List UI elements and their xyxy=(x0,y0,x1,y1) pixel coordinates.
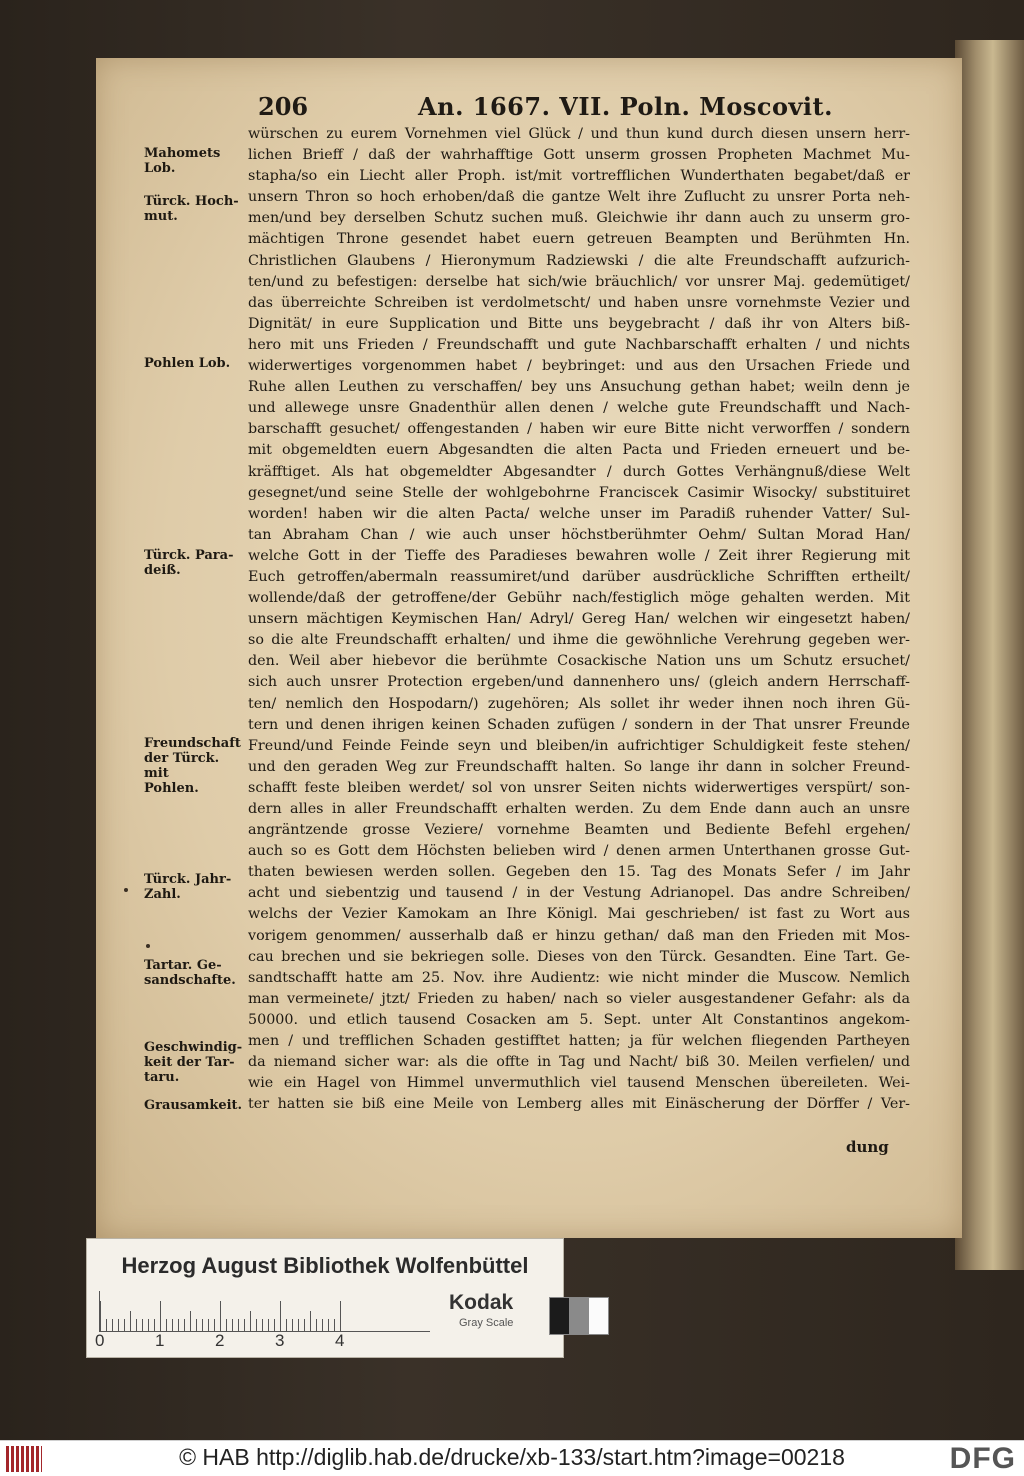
text-line: sandtschafft hatte am 25. Nov. ihre Audientz: wie nicht minder die Muscow. Nemlich xyxy=(248,969,910,986)
running-head xyxy=(258,92,908,126)
ruler-tick xyxy=(112,1319,113,1331)
text-line: welche Gott in der Tieffe des Paradieses bewahren wolle / Zeit ihrer Regierung mit xyxy=(248,547,910,564)
text-line: so die alte Freundschafft erhalten/ und ihme die gewöhnliche Verehrung gegeben wer- xyxy=(248,632,910,649)
ruler-tick xyxy=(196,1319,197,1331)
text-line: mit obgemeldten euern Abgesandten die alten Pacta und Frieden erneuert und be- xyxy=(248,442,910,459)
margin-note-line: Tartar. Ge- xyxy=(144,958,222,973)
margin-note xyxy=(144,872,244,902)
gray-scale-swatches xyxy=(549,1297,609,1335)
ruler-tick xyxy=(322,1319,323,1331)
ruler-tick xyxy=(124,1319,125,1331)
margin-note-line: Pohlen Lob. xyxy=(144,356,231,371)
margin-note xyxy=(144,1040,244,1085)
ruler-tick xyxy=(106,1319,107,1331)
ruler-number: 1 xyxy=(155,1331,165,1350)
footer-citation-link[interactable]: © HAB http://diglib.hab.de/drucke/xb-133/start.htm?image=00218 xyxy=(179,1444,845,1470)
margin-note-line: Lob. xyxy=(144,161,176,176)
ruler-tick xyxy=(166,1319,167,1331)
margin-note-line: Grausamkeit. xyxy=(144,1098,243,1113)
margin-note-line: Zahl. xyxy=(144,887,181,902)
ruler-tick xyxy=(202,1319,203,1331)
text-line: auch so es Gott dem Höchsten belieben wird / denen armen Unterthanen grosse Gut- xyxy=(248,843,910,860)
ruler-tick xyxy=(178,1319,179,1331)
ruler-tick xyxy=(154,1319,155,1331)
ink-spot xyxy=(146,944,150,948)
text-line: Dignität/ in eure Supplication und Bitte uns beygebracht / daß ihr von Alters biß- xyxy=(248,315,910,332)
text-line: sich auch unsrer Protection ergeben/und dannenhero uns/ (gleich andern Herrschaff- xyxy=(248,674,910,691)
ruler-number: 4 xyxy=(335,1331,345,1350)
ruler-tick xyxy=(226,1319,227,1331)
color-calibration-card xyxy=(86,1238,564,1358)
text-line: mächtigen Throne gesendet habet euern getreuen Beampten und Berühmten Hn. xyxy=(248,231,910,248)
margin-note-line: taru. xyxy=(144,1070,180,1085)
swatch-white xyxy=(589,1298,608,1334)
margin-note-line: Pohlen. xyxy=(144,781,199,796)
ruler-tick xyxy=(310,1311,311,1331)
footer-bar xyxy=(0,1440,1024,1476)
text-line: ten/und zu befestigen: derselbe hat sich/wie bräuchlich/ vor unsrer Maj. gedemütiget/ xyxy=(248,273,910,290)
ruler-tick xyxy=(256,1319,257,1331)
margin-note-line: deiß. xyxy=(144,563,181,578)
text-line: cau brechen und sie bekriegen solle. Dieses von den Türck. Gesandten. Eine Tart. Ge- xyxy=(248,948,910,965)
text-line: Ruhe allen Leuthen zu verschaffen/ bey uns Ansuchung gethan habet; weiln denn je xyxy=(248,379,910,396)
ruler-tick xyxy=(304,1319,305,1331)
ruler-tick xyxy=(214,1319,215,1331)
margin-note xyxy=(144,958,244,988)
text-line: dern alles in aller Freundschafft erhalten werden. Zu dem Ende dann auch an unsre xyxy=(248,801,910,817)
ruler-tick xyxy=(262,1319,263,1331)
text-line: vorigem genommen/ ausserhalb daß er hinzu gethan/ daß man den Frieden mit Mos- xyxy=(248,927,910,944)
text-line: thaten bewiesen werden sollen. Gegeben den 15. Tag des Monats Sefer / im Jahr xyxy=(248,864,910,881)
text-line: da niemand sicher war: als die offte in Tag und Nacht/ biß 30. Meilen verfielen/ und xyxy=(248,1054,910,1071)
text-line: das überreichte Schreiben ist verdolmetscht/ und haben unsre vornehmste Vezier und xyxy=(248,294,910,311)
ruler-tick xyxy=(316,1319,317,1331)
dfg-logo: DFG xyxy=(949,1442,1016,1475)
text-line: lichen Brieff / daß der wahrhafftige Gott unserm grossen Propheten Machmet Mu- xyxy=(248,147,910,164)
ruler-tick xyxy=(136,1319,137,1331)
margin-note-line: Mahomets xyxy=(144,146,221,161)
text-line: men / und trefflichen Schaden gestifftet hatten; ja für welchen fliegenden Partheyen xyxy=(248,1033,910,1050)
ruler-tick xyxy=(274,1319,275,1331)
ruler-tick xyxy=(232,1319,233,1331)
margin-note xyxy=(144,356,244,371)
margin-note-line: Geschwindig- xyxy=(144,1040,243,1055)
ruler-tick xyxy=(118,1319,119,1331)
margin-note-line: der Türck. mit xyxy=(144,751,220,781)
text-line: Christlichen Glaubens / Hieronymum Radziewski / die alte Freundschafft aufzurich- xyxy=(248,252,910,269)
ruler-number: 0 xyxy=(95,1331,105,1350)
text-line: unsern Thron so hoch erhoben/daß die gantze Welt ihre Zuflucht zu unsrer Porta neh- xyxy=(248,189,910,206)
swatch-black xyxy=(550,1298,569,1334)
ruler-tick xyxy=(148,1319,149,1331)
catchword: dung xyxy=(846,1138,889,1156)
margin-note-line: sandschafte. xyxy=(144,973,236,988)
text-line: und allewege unsre Gnadenthür allen denen / welche gute Freundschafft und Nach- xyxy=(248,400,910,417)
text-line: acht und siebentzig und tausend / in der Vestung Adrianopel. Das andre Schreiben/ xyxy=(248,885,910,902)
text-line: tan Abraham Chan / wie auch unser höchstberühmter Oehm/ Sultan Morad Han/ xyxy=(248,526,910,543)
text-line: ten/ nemlich den Hospodarn/) zugehören; Als sollet ihr weder ihnen noch ihren Gü- xyxy=(248,695,910,712)
ruler-tick xyxy=(160,1301,161,1331)
ruler-tick xyxy=(340,1301,341,1331)
kodak-label: Kodak xyxy=(449,1291,514,1314)
gray-scale-label: Gray Scale xyxy=(459,1317,514,1329)
ruler-tick xyxy=(172,1319,173,1331)
ruler-tick xyxy=(220,1301,221,1331)
text-line: unsern mächtigen Keymischen Han/ Adryl/ Gereg Han/ welchen wir eingesetzt haben/ xyxy=(248,611,910,628)
ruler-tick xyxy=(286,1319,287,1331)
ruler-tick xyxy=(244,1319,245,1331)
ruler-tick xyxy=(268,1319,269,1331)
swatch-gray xyxy=(569,1298,588,1334)
text-line: tern und denen ihrigen keinen Schaden zufügen / sondern in der That unsrer Freunde xyxy=(248,716,910,733)
ruler-tick xyxy=(100,1301,101,1331)
text-line: ter hatten sie biß eine Meile von Lemberg alles mit Einäscherung der Dörffer / Ver- xyxy=(248,1096,910,1113)
ruler-tick xyxy=(250,1311,251,1331)
margin-note-line: Freundschaft xyxy=(144,736,241,751)
text-line: würschen zu eurem Vornehmen viel Glück / und thun kund durch diesen unsern herr- xyxy=(248,126,910,142)
ruler-tick xyxy=(130,1311,131,1331)
text-line: barschafft gesuchet/ offengestanden / haben wir eure Bitte nicht verworffen / sondern xyxy=(248,421,910,438)
margin-note xyxy=(144,194,244,224)
margin-note xyxy=(144,146,244,176)
ruler-tick xyxy=(334,1319,335,1331)
text-line: gesegnet/und seine Stelle der wohlgebohrne Franciscek Casimir Wisocky/ substituiret xyxy=(248,484,910,501)
text-line: wollende/daß der getroffene/der Gebühr nach/festiglich möge gehalten werden. Mit xyxy=(248,590,910,607)
ruler-tick xyxy=(238,1319,239,1331)
margin-note xyxy=(144,736,244,796)
margin-note-line: mut. xyxy=(144,209,178,224)
ruler-tick xyxy=(208,1319,209,1331)
text-line: men/und bey derselben Schutz suchen muß. Gleichwie ihr dann auch zu unserm gro- xyxy=(248,210,910,227)
text-line: welchs der Vezier Kamokam an Ihre Königl. Mai geschrieben/ ist fast zu Wort aus xyxy=(248,906,910,923)
text-line: Euch getroffen/abermaln reassumiret/und darüber ausdrückliche Schrifften ertheilt/ xyxy=(248,568,910,585)
running-title: An. 1667. VII. Poln. Moscovit. xyxy=(418,92,833,121)
text-line: schafft feste bleiben werdet/ sol von unsrer Seiten nichts widerwertiges verspürt/ son- xyxy=(248,779,910,796)
margin-note-line: Türck. Para- xyxy=(144,548,234,563)
ruler-number: 2 xyxy=(215,1331,225,1350)
body-text xyxy=(248,124,910,1115)
text-line: Freund/und Feinde Feinde seyn und bleiben/in aufrichtiger Schuldigkeit feste stehen/ xyxy=(248,737,910,754)
text-line: hero mit uns Frieden / Freundschafft und gute Nachbarschafft erhalten / und nichts xyxy=(248,336,910,353)
margin-note-line: Türck. Jahr- xyxy=(144,872,232,887)
text-line: kräfftiget. Als hat obgemeldter Abgesandter / durch Gottes Verhängnuß/diese Welt xyxy=(248,463,910,480)
ruler-tick xyxy=(142,1319,143,1331)
ruler-tick xyxy=(298,1319,299,1331)
text-line: angräntzende grosse Veziere/ vornehme Beamten und Bediente Befehl ergehen/ xyxy=(248,822,910,839)
margin-note-line: Türck. Hoch- xyxy=(144,194,239,209)
text-line: den. Weil aber hiebevor die berühmte Cosackische Nation uns um Schutz ersuchet/ xyxy=(248,653,910,670)
text-line: und den geraden Weg zur Freundschafft halten. So lange ihr dann in solcher Freund- xyxy=(248,758,910,775)
margin-note-line: keit der Tar- xyxy=(144,1055,235,1070)
text-line: stapha/so ein Liecht aller Proph. ist/mit vortrefflichen Wunderthaten begabet/daß er xyxy=(248,168,910,185)
ruler-tick xyxy=(292,1319,293,1331)
library-name: Herzog August Bibliothek Wolfenbüttel xyxy=(121,1253,529,1278)
scale-ruler xyxy=(99,1291,430,1332)
ink-spot xyxy=(124,888,128,892)
text-line: wie ein Hagel von Himmel unvermuthlich viel tausend Menschen übereileten. Wei- xyxy=(248,1075,910,1092)
ruler-number: 3 xyxy=(275,1331,285,1350)
text-line: 50000. und etlich tausend Cosacken am 5. Sept. unter Alt Constantinos angekom- xyxy=(248,1011,910,1028)
ruler-tick xyxy=(184,1319,185,1331)
ruler-tick xyxy=(328,1319,329,1331)
margin-note xyxy=(144,548,244,578)
ruler-tick xyxy=(190,1311,191,1331)
page-number: 206 xyxy=(258,92,309,121)
text-line: widerwertiges vorgenommen habet / beybringet: und aus den Ursachen Friede und xyxy=(248,358,910,375)
ruler-tick xyxy=(280,1301,281,1331)
text-line: man vermeinete/ jtzt/ Frieden zu haben/ nach so vieler ausgestandener Gefahr: als da xyxy=(248,990,910,1007)
text-line: worden! haben wir die alten Pacta/ welche unser im Paradiß ruhender Vatter/ Sul- xyxy=(248,505,910,522)
margin-note xyxy=(144,1098,244,1113)
book-edge xyxy=(955,40,1024,1270)
